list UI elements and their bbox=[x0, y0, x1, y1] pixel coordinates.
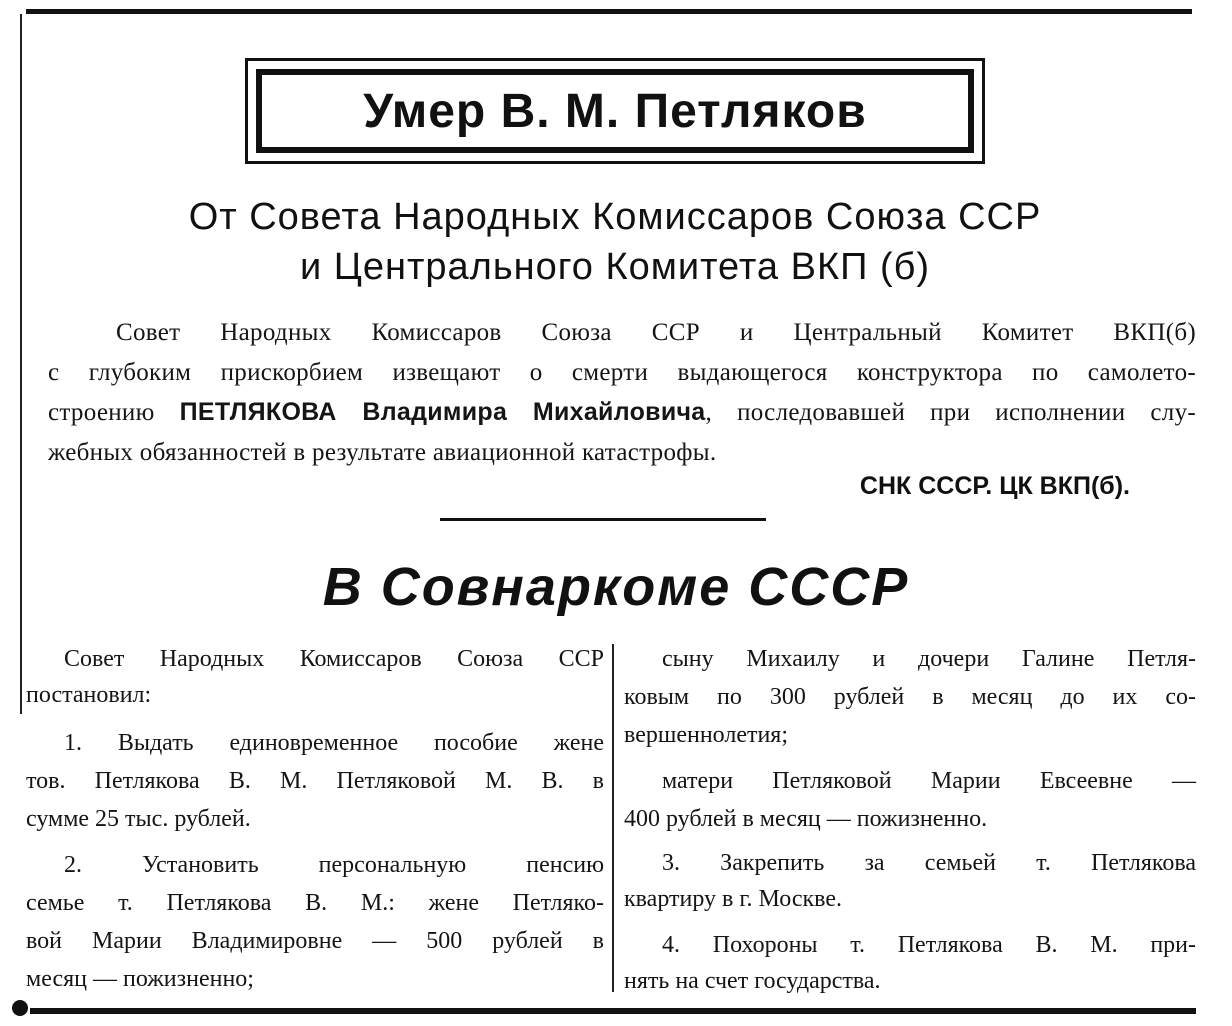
obituary-line-2: с глубоким прискорбием извещают о смерти выдающегося конструктора по самолето- bbox=[48, 359, 1196, 386]
headline-frame bbox=[245, 58, 985, 164]
right-column-line: квартиру в г. Москве. bbox=[624, 886, 842, 912]
right-column-line: сыну Михаилу и дочери Галине Петля- bbox=[662, 646, 1196, 672]
section-title: В Совнаркоме СССР bbox=[322, 557, 910, 617]
left-column-line: 2. Установить персональную пенсию bbox=[64, 852, 604, 878]
deceased-name: ПЕТЛЯКОВА Владимира Михайловича bbox=[179, 398, 706, 426]
bottom-rule bbox=[30, 1008, 1196, 1014]
right-column-line: матери Петляковой Марии Евсеевне — bbox=[662, 768, 1196, 794]
left-column-line: тов. Петлякова В. М. Петляковой М. В. в bbox=[26, 768, 604, 794]
right-column-line: 4. Похороны т. Петлякова В. М. при- bbox=[662, 932, 1196, 958]
obituary-line-1: Совет Народных Комиссаров Союза ССР и Центральный Комитет ВКП(б) bbox=[116, 319, 1196, 346]
obituary-line-3-end: , последовавшей при исполнении слу- bbox=[705, 399, 1196, 426]
bottom-bullet-mark bbox=[12, 1000, 28, 1016]
obituary-line-3-start: строению bbox=[48, 399, 155, 426]
headline-inner-frame bbox=[256, 69, 974, 153]
right-column-line: 3. Закрепить за семьей т. Петлякова bbox=[662, 850, 1196, 876]
right-column-line: ковым по 300 рублей в месяц до их со- bbox=[624, 684, 1196, 710]
left-column-line: 1. Выдать единовременное пособие жене bbox=[64, 730, 604, 756]
right-column-line: 400 рублей в месяц — пожизненно. bbox=[624, 806, 988, 832]
left-column-line: Совет Народных Комиссаров Союза ССР bbox=[64, 646, 604, 672]
headline: Умер В. М. Петляков bbox=[363, 84, 867, 138]
right-column-line: вершеннолетия; bbox=[624, 722, 789, 748]
column-divider bbox=[612, 644, 614, 992]
separator-rule bbox=[440, 518, 766, 521]
obituary-line-4: жебных обязанностей в результате авиационной катастрофы. bbox=[48, 439, 717, 466]
top-rule bbox=[26, 9, 1192, 14]
left-column-line: вой Марии Владимировне — 500 рублей в bbox=[26, 928, 604, 954]
left-column-line: постановил: bbox=[26, 682, 152, 708]
left-column-line: сумме 25 тыс. рублей. bbox=[26, 806, 251, 832]
subheading-line-2: и Центрального Комитета ВКП (б) bbox=[299, 246, 931, 288]
signature: СНК СССР. ЦК ВКП(б). bbox=[859, 472, 1130, 500]
left-column-line: семье т. Петлякова В. М.: жене Петляко- bbox=[26, 890, 604, 916]
right-column-line: нять на счет государства. bbox=[624, 968, 881, 994]
obituary-line-3 bbox=[48, 392, 1196, 433]
left-column-line: месяц — пожизненно; bbox=[26, 966, 254, 992]
subheading-line-1: От Совета Народных Комиссаров Союза ССР bbox=[188, 196, 1042, 238]
